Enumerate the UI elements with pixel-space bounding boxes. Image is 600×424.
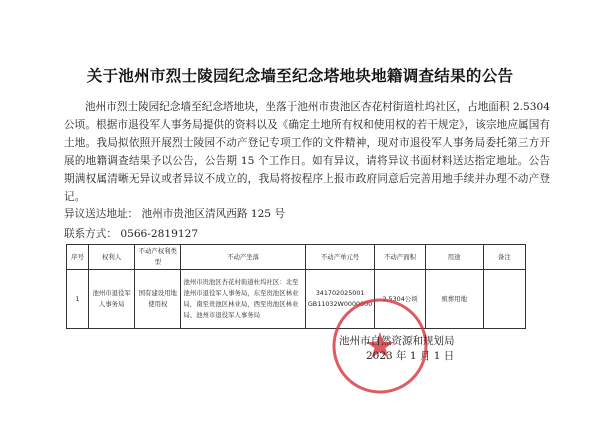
header-owner: 权利人 [89,245,135,270]
unit-no-line-1: 341702025001 [315,289,365,297]
cell-use: 殡葬用地 [425,270,483,329]
header-area: 不动产面积 [375,245,425,270]
contact-phone: 联系方式： 0566-2819127 [64,228,199,240]
objection-address: 异议送达地址： 池州市贵池区清风西路 125 号 [64,208,286,220]
cell-right-type: 国有建设用地使用权 [135,270,181,329]
cell-owner: 池州市退役军人事务局 [89,270,135,329]
header-unit-no: 不动产单元号 [305,245,375,270]
header-no: 序号 [67,245,89,270]
notice-paragraph: 池州市烈士陵园纪念墙至纪念塔地块，坐落于池州市贵池区杏花村街道杜坞社区，占地面积 2.5304公顷。根据市退役军人事务局提供的资料以及《确定土地所有权和使用权的若干规定》，该宗地应属国有土地。我局拟依照开展烈士陵园不动产登记专项工作的文件精神，现对市退役军人事务局委托第三方开展的地籍调查结果予以公告，公告期 15 个工作日。如有异议，请将异议书面材料送达指定地址。公告期满权属清晰无异议或者异议不成立的，我局将按程序上报市政府同意后完善用地手续并办理不动产登记。 [64,101,550,204]
notice-title: 关于池州市烈士陵园纪念墙至纪念塔地块地籍调查结果的公告 [86,67,514,85]
cell-remark [483,270,525,329]
cell-location: 池州市贵池区杏花村街道杜坞社区：北至池州市退役军人事务局，东至贵池区林业局，南至贵池区林业局，西至贵池区林业局、池州市退役军人事务局 [181,270,305,329]
header-right-type: 不动产权利类型 [135,245,181,270]
signature-date: 2023 年 1 月 1 日 [366,350,455,362]
header-use: 用途 [425,245,483,270]
land-info-table [66,244,526,329]
table-header-row [67,245,526,270]
signature-org: 池州市自然资源和规划局 [339,335,455,347]
header-location: 不动产坐落 [181,245,305,270]
cell-area: 2.5304公顷 [375,270,425,329]
unit-no-line-2: GB11032W0000000 [307,300,373,308]
notice-body [64,98,550,207]
cell-no: 1 [67,270,89,329]
header-remark: 备注 [483,245,525,270]
table-row [67,270,526,329]
